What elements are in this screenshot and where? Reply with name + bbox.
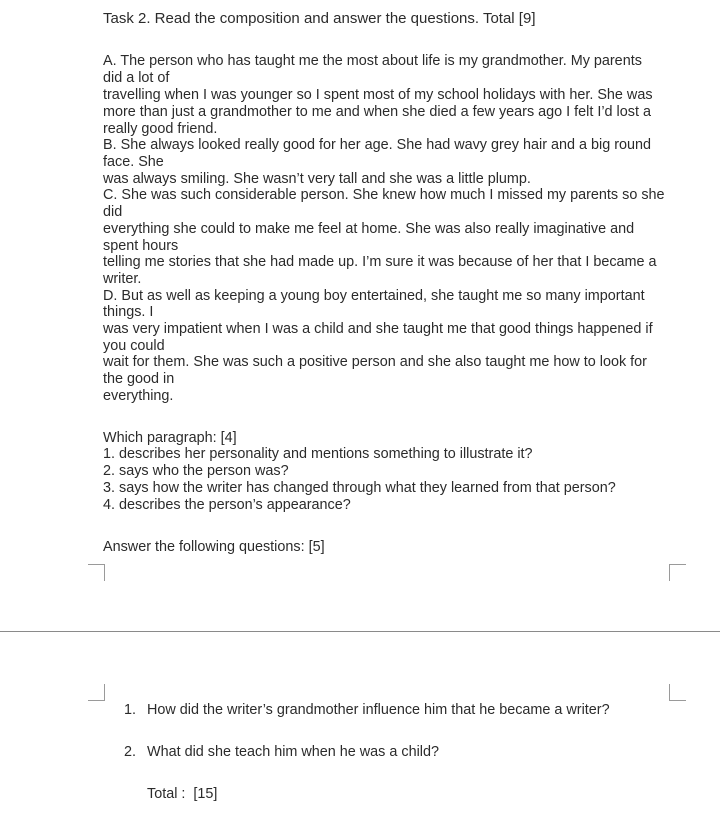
question-1-text: How did the writer’s grandmother influence him that he became a writer? [147,702,610,718]
page-corner-mark-top-left [88,564,105,581]
paragraph-b-line-3: was always smiling. She wasn’t very tall and she was a little plump. [103,171,531,187]
page-corner-mark-bottom-right [669,684,686,701]
total-label: Total : [147,786,186,802]
paragraph-a-line-1: A. The person who has taught me the most about life is my grandmother. My parents [103,53,642,69]
question-2-text: What did she teach him when he was a child? [147,744,439,760]
page-break-divider [0,631,720,632]
paragraph-d-label: D. [103,288,118,304]
answer-points: [5] [308,539,325,555]
question-1-number: 1. [124,702,137,718]
paragraph-d-line-2: things. I [103,304,154,320]
paragraph-c-line-3: everything she could to make me feel at home. She was also really imaginative and [103,221,635,237]
which-paragraph-item-4: 4. describes the person’s appearance? [103,497,351,513]
paragraph-b-line-1: B. She always looked really good for her age. She had wavy grey hair and a big round [103,137,651,153]
paragraph-b-line-2: face. She [103,154,164,170]
which-paragraph-item-3: 3. says how the writer has changed through what they learned from that person? [103,480,616,496]
paragraph-b-label: B. [103,137,117,153]
paragraph-a-line-5: really good friend. [103,121,218,137]
paragraph-a-line-4: more than just a grandmother to me and when she died a few years ago I felt I’d lost a [103,104,651,120]
which-paragraph-item-2: 2. says who the person was? [103,463,289,479]
total-score [147,786,217,803]
paragraph-d-line-1: D. But as well as keeping a young boy entertained, she taught me so many important [103,288,645,304]
paragraph-d-line-6: the good in [103,371,175,387]
paragraph-a-label: A. [103,53,117,69]
paragraph-c-line-6: writer. [103,271,142,287]
paragraph-d-line-7: everything. [103,388,174,404]
paragraph-c-line-2: did [103,204,123,220]
paragraph-c-line-5: telling me stories that she had made up. I’m sure it was because of her that I became a [103,254,657,270]
paragraph-c-line-4: spent hours [103,238,179,254]
paragraph-c-line-1: C. She was such considerable person. She knew how much I missed my parents so she [103,187,665,203]
paragraph-d-line-4: you could [103,338,165,354]
paragraph-a-line-2: did a lot of [103,70,170,86]
task-title: Task 2. Read the composition and answer the questions. Total [9] [103,10,536,27]
page-corner-mark-bottom-left [88,684,105,701]
which-paragraph-points: [4] [220,430,237,446]
paragraph-d-line-3: was very impatient when I was a child and she taught me that good things happened if [103,321,653,337]
which-paragraph-item-1: 1. describes her personality and mentions something to illustrate it? [103,446,533,462]
page-corner-mark-top-right [669,564,686,581]
total-value: [15] [193,786,218,802]
answer-heading: Answer the following questions: [5] [103,539,325,555]
which-paragraph-heading: Which paragraph: [4] [103,430,237,446]
question-2-number: 2. [124,744,137,760]
paragraph-c-label: C. [103,187,118,203]
paragraph-d-line-5: wait for them. She was such a positive person and she also taught me how to look for [103,354,647,370]
paragraph-a-line-3: travelling when I was younger so I spent most of my school holidays with her. She was [103,87,653,103]
